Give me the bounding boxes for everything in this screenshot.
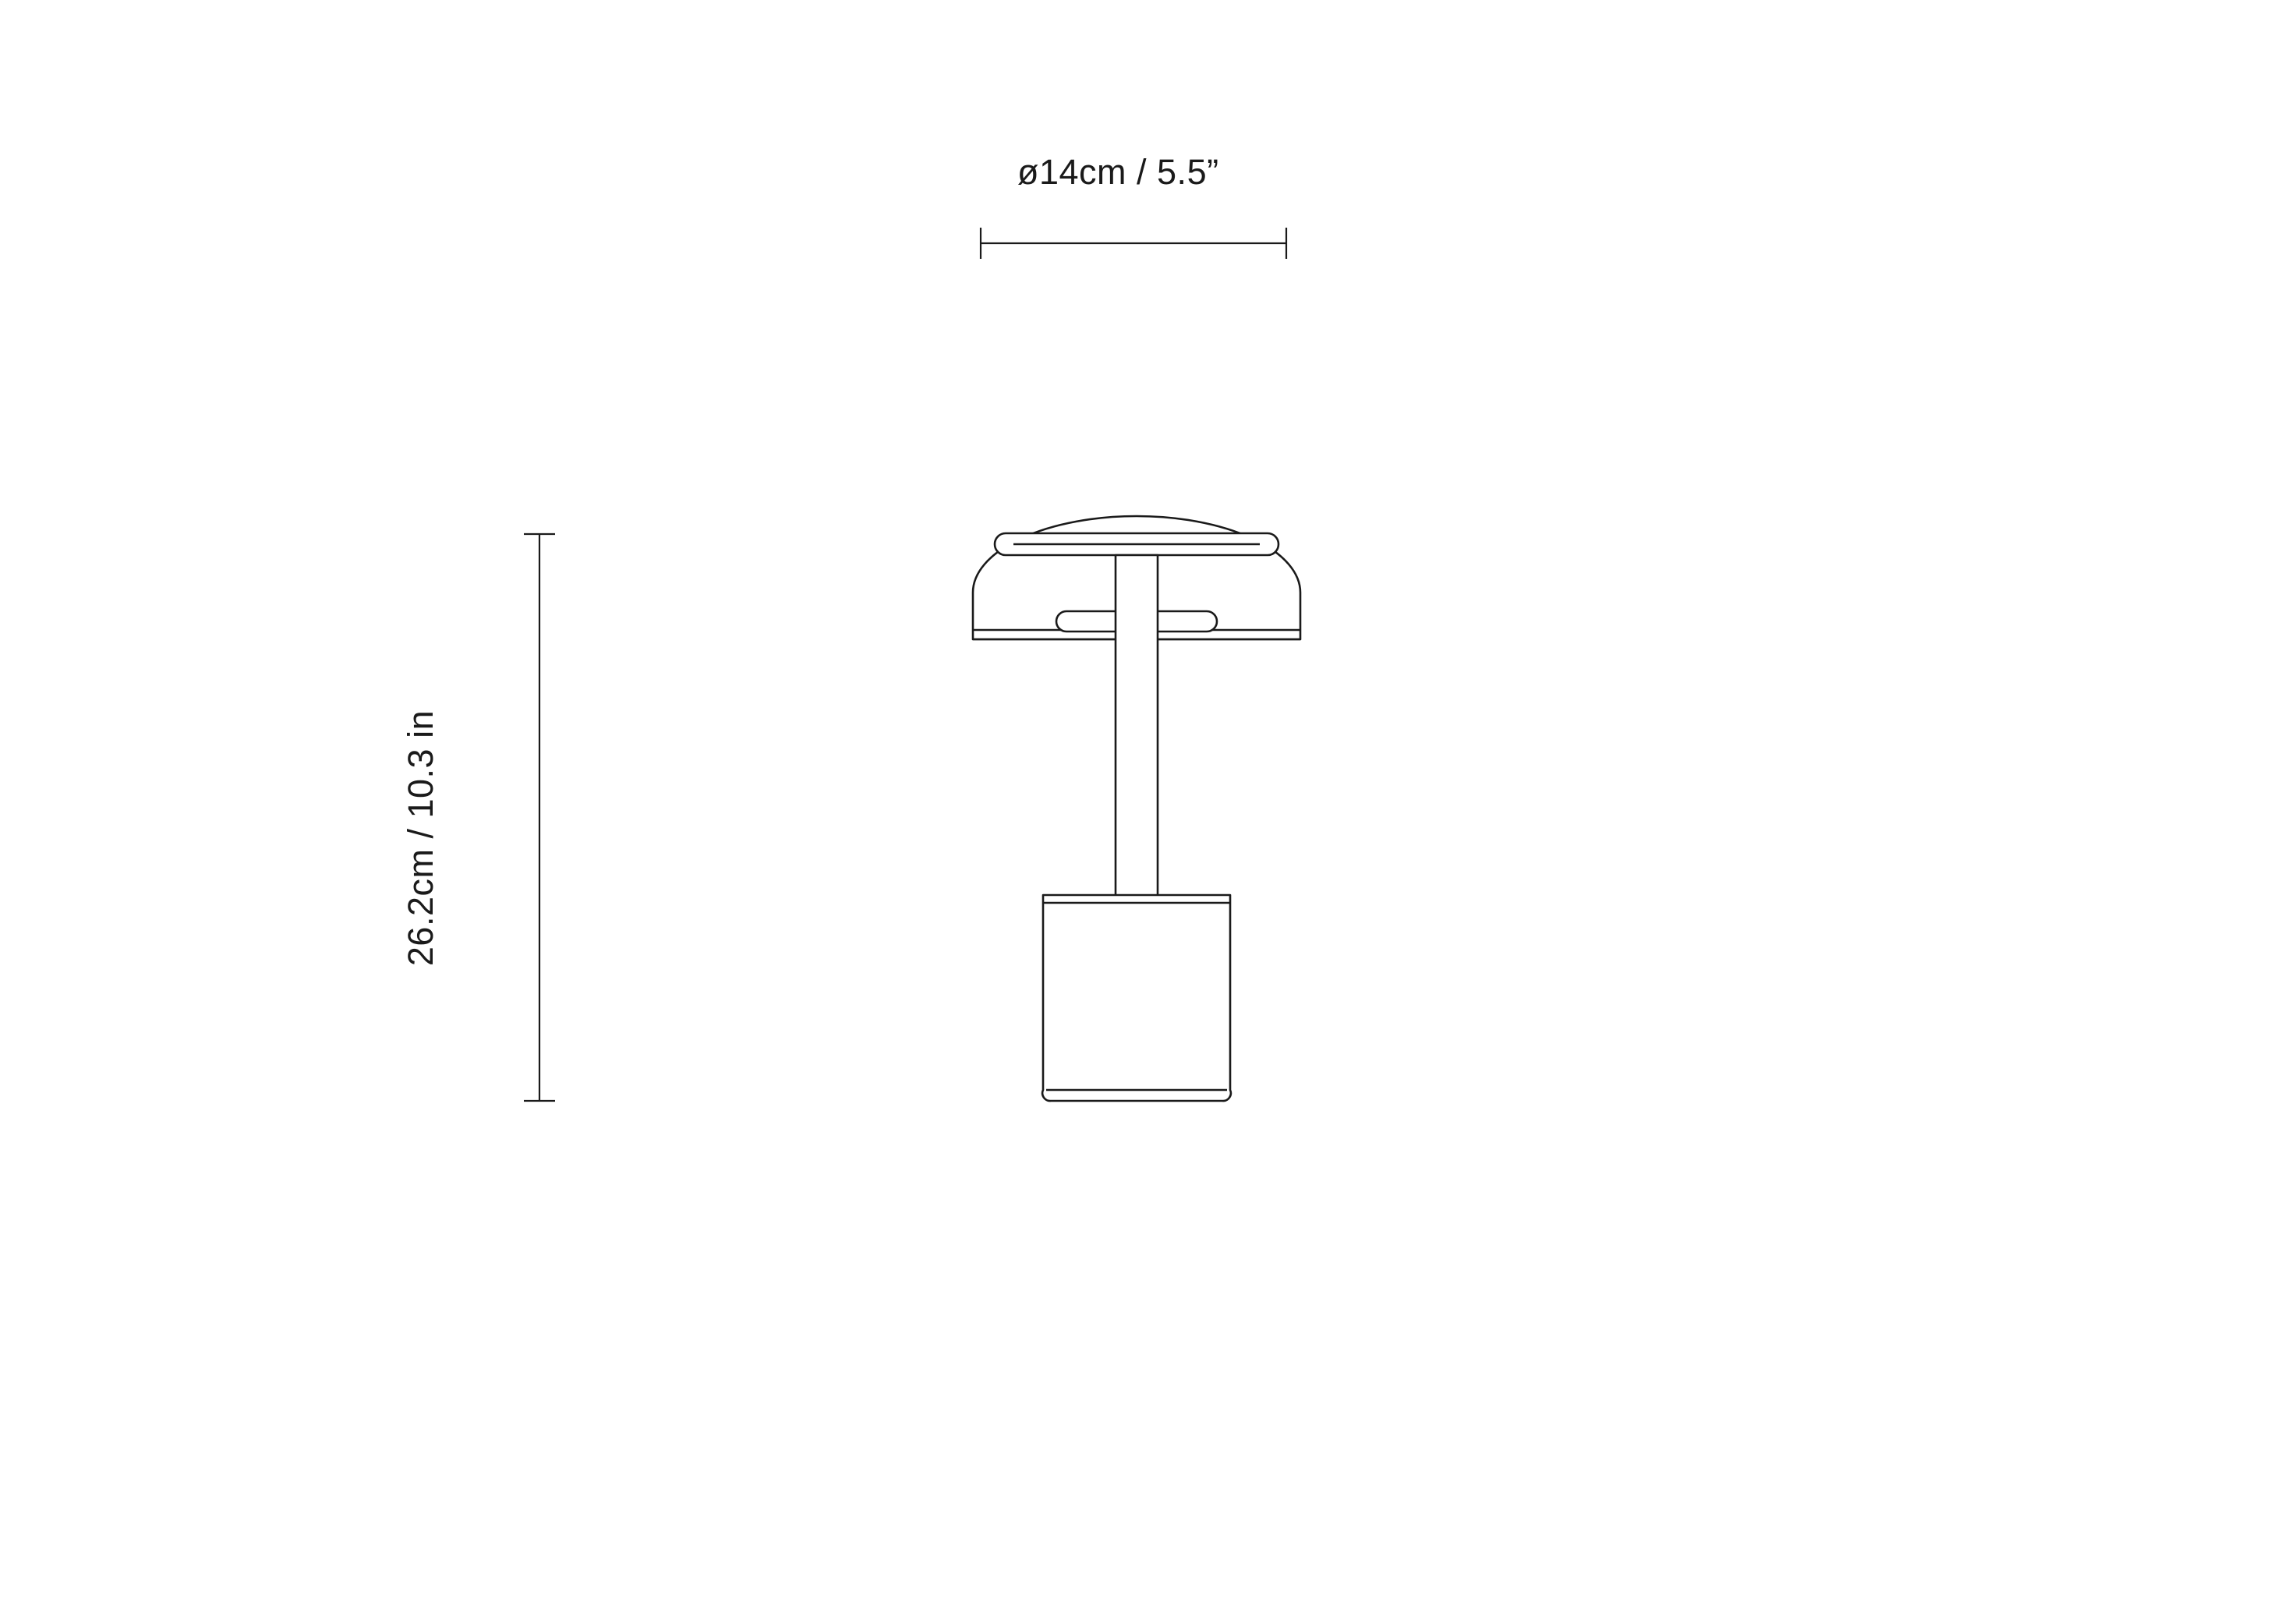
width-dimension-line (981, 228, 1286, 259)
lamp-outline (973, 516, 1300, 1101)
height-dimension-label: 26.2cm / 10.3 in (401, 709, 440, 967)
cylindrical-base (1042, 895, 1231, 1101)
height-dimension-line (524, 534, 555, 1101)
width-dimension-label: ø14cm / 5.5” (1017, 152, 1219, 192)
lamp-stem (1116, 555, 1158, 898)
